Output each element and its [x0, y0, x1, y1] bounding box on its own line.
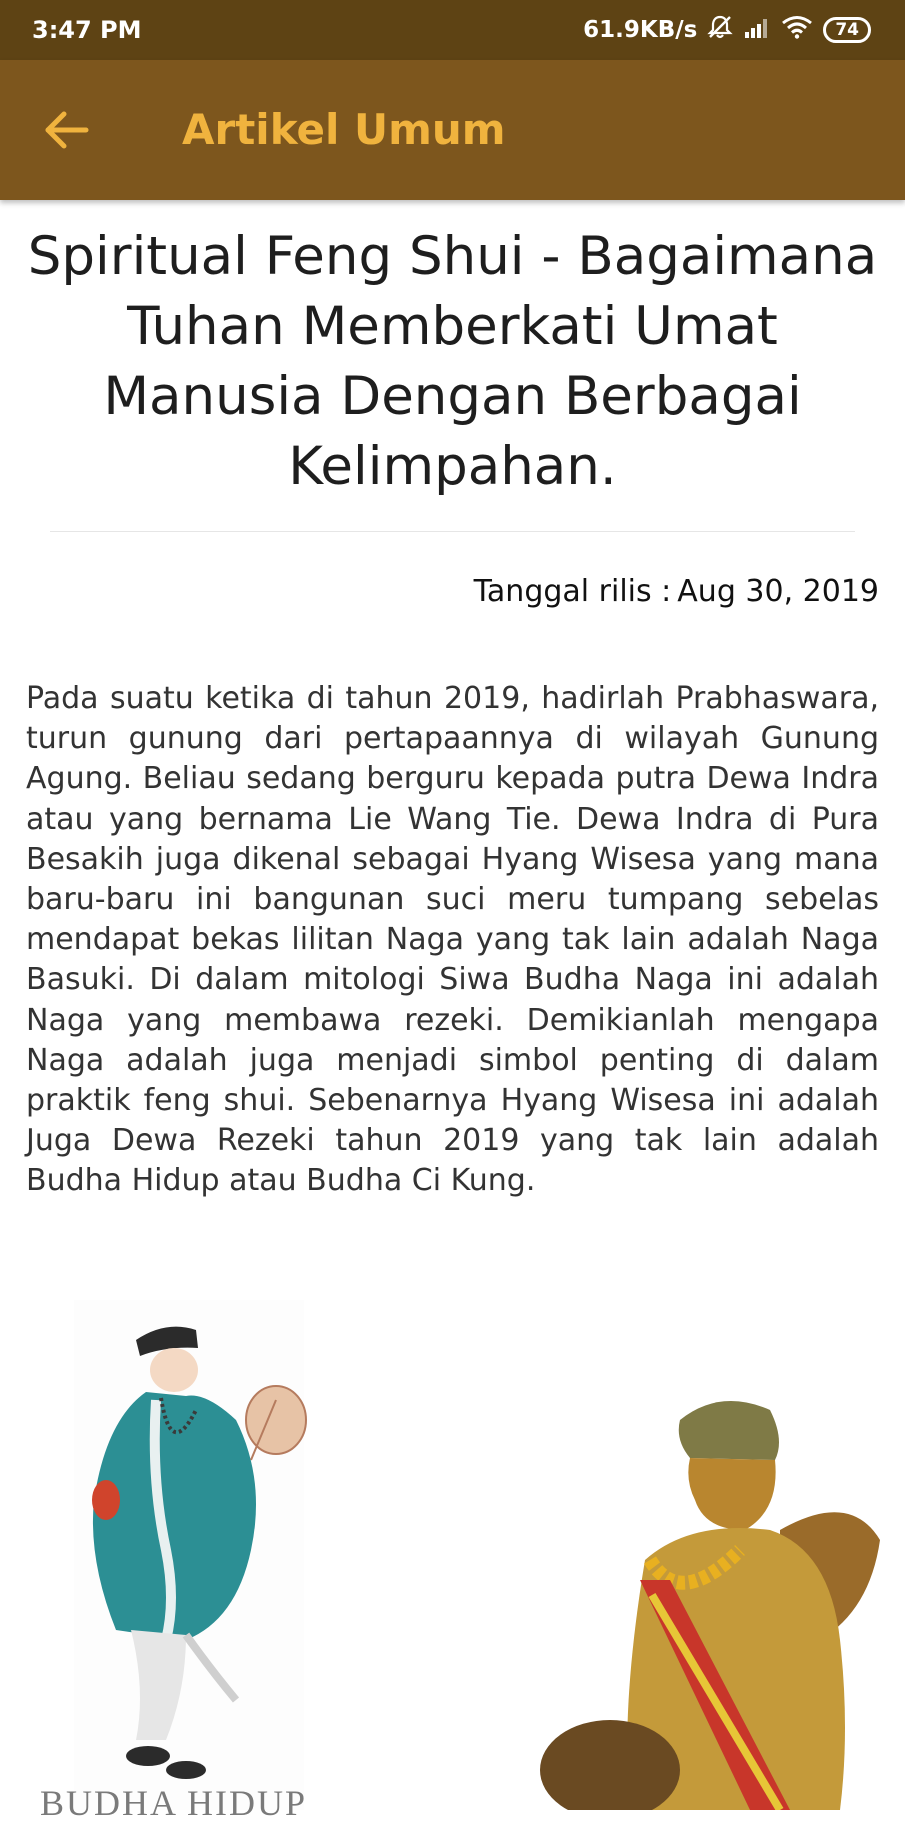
status-time: 3:47 PM — [32, 16, 142, 44]
network-speed: 61.9KB/s — [583, 17, 698, 43]
release-date-value: Aug 30, 2019 — [677, 574, 879, 609]
back-button[interactable] — [40, 106, 92, 154]
image-caption: BUDHA HIDUP — [40, 1783, 308, 1823]
release-date-label: Tanggal rilis : — [473, 574, 672, 609]
battery-icon: 74 — [823, 17, 871, 43]
wifi-icon — [781, 15, 813, 45]
mute-icon — [707, 14, 733, 46]
release-date — [474, 574, 879, 609]
article-body: Pada suatu ketika di tahun 2019, hadirlah Prabhaswara, turun gunung dari pertapaannya di wilayah Gunung Agung. Beliau sedang berguru kepada putra Dewa Indra atau yang bernama Lie Wang Tie. Dewa Indra di Pura Besakih juga dikenal sebagai Hyang Wisesa yang mana baru-baru ini bangunan suci meru tumpang sebelas mendapat bekas lilitan Naga yang tak lain adalah Naga Basuki. Di dalam mitologi Siwa Budha Naga ini adalah Naga yang membawa rezeki. Demikianlah mengapa Naga adalah juga menjadi simbol penting di dalam praktik feng shui. Sebenarnya Hyang Wisesa ini adalah Juga Dewa Rezeki tahun 2019 yang tak lain adalah Budha Hidup atau Budha Ci Kung. — [26, 681, 879, 1199]
budha-hidup-illustration — [36, 1300, 336, 1810]
arrow-left-icon — [40, 106, 92, 154]
app-bar — [0, 60, 905, 200]
status-bar — [0, 0, 905, 60]
app-bar-title: Artikel Umum — [182, 105, 506, 154]
dewa-rezeki-statue — [540, 1380, 905, 1810]
title-divider — [50, 531, 855, 532]
status-indicators — [583, 14, 871, 46]
article-title: Spiritual Feng Shui - Bagaimana Tuhan Memberkati Umat Manusia Dengan Berbagai Kelimpahan. — [27, 226, 878, 497]
signal-icon — [743, 16, 771, 44]
